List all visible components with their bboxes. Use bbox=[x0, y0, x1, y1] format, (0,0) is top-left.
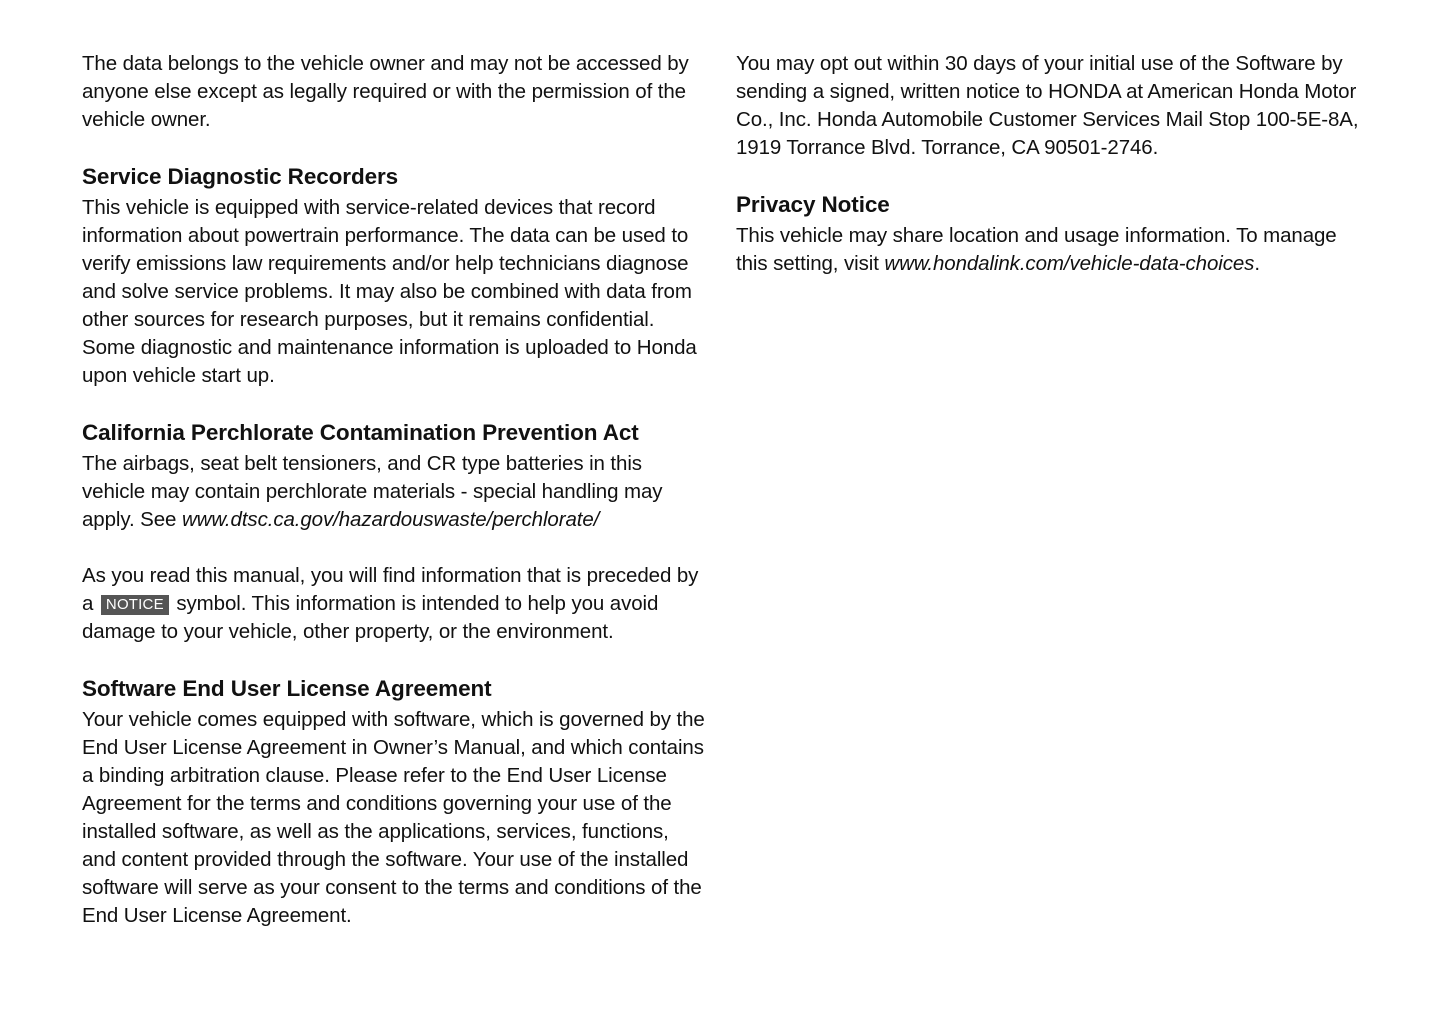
notice-text-before: As you read this manual, you will find information that is preceded by a bbox=[82, 564, 699, 615]
privacy-heading: Privacy Notice bbox=[736, 192, 890, 217]
notice-paragraph bbox=[82, 562, 707, 646]
optout-paragraph: You may opt out within 30 days of your initial use of the Software by sending a signed, written notice to HONDA at American Honda Motor Co., Inc. Honda Automobile Customer Services Mail Stop 100-5E-8A, 1919 Torrance Blvd. Torrance, CA 90501-2746. bbox=[736, 52, 1359, 159]
left-column bbox=[82, 50, 707, 930]
service-diagnostic-heading: Service Diagnostic Recorders bbox=[82, 164, 399, 189]
intro-paragraph: The data belongs to the vehicle owner and may not be accessed by anyone else except as legally required or with the permission of the vehicle owner. bbox=[82, 52, 689, 131]
privacy-link[interactable]: www.hondalink.com/vehicle-data-choices bbox=[884, 252, 1255, 275]
perchlorate-section bbox=[82, 418, 707, 534]
notice-badge: NOTICE bbox=[101, 595, 169, 615]
eula-heading: Software End User License Agreement bbox=[82, 676, 492, 701]
privacy-body-end: . bbox=[1254, 252, 1260, 275]
eula-body: Your vehicle comes equipped with software, which is governed by the End User License Agreement in Owner’s Manual, and which contains a binding arbitration clause. Please refer to the End User License Agreement for the terms and conditions governing your use of the installed software, as well as the applications, services, functions, and content provided through the software. Your use of the installed software will serve as your consent to the terms and conditions of the End User License Agreement. bbox=[82, 708, 705, 927]
privacy-body bbox=[736, 222, 1361, 278]
privacy-section bbox=[736, 190, 1361, 278]
perchlorate-heading: California Perchlorate Contamination Prevention Act bbox=[82, 420, 639, 445]
eula-section bbox=[82, 674, 707, 930]
right-column bbox=[736, 50, 1361, 278]
service-diagnostic-section bbox=[82, 162, 707, 390]
service-diagnostic-body: This vehicle is equipped with service-related devices that record information about powertrain performance. The data can be used to verify emissions law requirements and/or help technicians diagnose and solve service problems. It may also be combined with data from other sources for research purposes, but it remains confidential. Some diagnostic and maintenance information is uploaded to Honda upon vehicle start up. bbox=[82, 196, 697, 387]
perchlorate-body-text: The airbags, seat belt tensioners, and CR type batteries in this vehicle may contain perchlorate materials - special handling may apply. See bbox=[82, 452, 663, 531]
perchlorate-body bbox=[82, 450, 707, 534]
privacy-body-text: This vehicle may share location and usage information. To manage this setting, visit bbox=[736, 224, 1337, 275]
perchlorate-link[interactable]: www.dtsc.ca.gov/hazardouswaste/perchlorate/ bbox=[181, 508, 600, 531]
notice-text-after: symbol. This information is intended to help you avoid damage to your vehicle, other property, or the environment. bbox=[82, 592, 659, 643]
